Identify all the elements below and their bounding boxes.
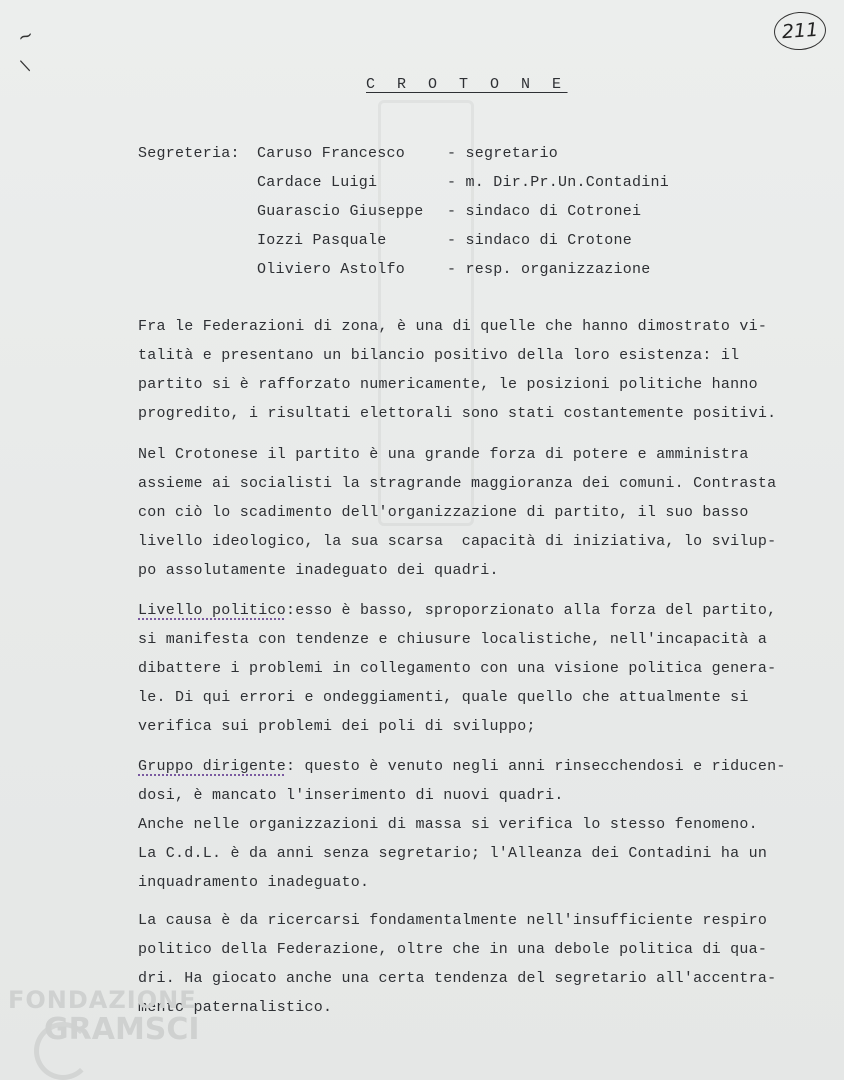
member-role: - sindaco di Cotronei (447, 203, 642, 220)
paragraph-line: La causa è da ricercarsi fondamentalmente nell'insufficiente respiro (138, 912, 768, 929)
paragraph-first-line (138, 758, 786, 775)
paragraph-line: Nel Crotonese il partito è una grande forza di potere e amministra (138, 446, 749, 463)
margin-mark-icon: / (15, 58, 35, 73)
paragraph-line: politico della Federazione, oltre che in una debole politica di qua- (138, 941, 768, 958)
paragraph-line: inquadramento inadeguato. (138, 874, 370, 891)
member-role: - m. Dir.Pr.Un.Contadini (447, 174, 670, 191)
margin-mark-icon: ~ (14, 24, 37, 49)
paragraph-line: assieme ai socialisti la stragrande maggioranza dei comuni. Contrasta (138, 475, 777, 492)
paragraph-first-line (138, 602, 776, 619)
secretariat-label: Segreteria: (138, 145, 240, 162)
member-name: Guarascio Giuseppe (257, 203, 424, 220)
paragraph-line: livello ideologico, la sua scarsa capacità di iniziativa, lo svilup- (138, 533, 777, 550)
paragraph-line: dri. Ha giocato anche una certa tendenza del segretario all'accentra- (138, 970, 777, 987)
paragraph-line: le. Di qui errori e ondeggiamenti, quale quello che attualmente si (138, 689, 749, 706)
page-number: 211 (773, 10, 828, 52)
section-heading: Livello politico (138, 602, 287, 619)
paragraph-line: talità e presentano un bilancio positivo della loro esistenza: il (138, 347, 740, 364)
paragraph-line: progredito, i risultati elettorali sono stati costantemente positivi. (138, 405, 777, 422)
page-title: C R O T O N E (366, 76, 568, 93)
member-role: - resp. organizzazione (447, 261, 651, 278)
paragraph-line: verifica sui problemi dei poli di sviluppo; (138, 718, 536, 735)
member-role: - sindaco di Crotone (447, 232, 633, 249)
paragraph-line: partito si è rafforzato numericamente, le posizioni politiche hanno (138, 376, 758, 393)
paragraph-line: Anche nelle organizzazioni di massa si verifica lo stesso fenomeno. (138, 816, 758, 833)
member-role: - segretario (447, 145, 559, 162)
paragraph-text: : questo è venuto negli anni rinsecchendosi e riducen- (286, 758, 786, 775)
paragraph-line: dibattere i problemi in collegamento con una visione politica genera- (138, 660, 777, 677)
member-name: Caruso Francesco (257, 145, 406, 162)
watermark-line: GRAMSCI (44, 1012, 200, 1047)
member-name: Cardace Luigi (257, 174, 378, 191)
member-name: Iozzi Pasquale (257, 232, 387, 249)
watermark (8, 986, 200, 1047)
paragraph-line: po assolutamente inadeguato dei quadri. (138, 562, 499, 579)
watermark-line: FONDAZIONE (8, 986, 197, 1014)
paragraph-line: con ciò lo scadimento dell'organizzazione di partito, il suo basso (138, 504, 749, 521)
paragraph-text: :esso è basso, sproporzionato alla forza del partito, (286, 602, 777, 619)
paragraph-line: Fra le Federazioni di zona, è una di quelle che hanno dimostrato vi- (138, 318, 768, 335)
paragraph-line: si manifesta con tendenze e chiusure localistiche, nell'incapacità a (138, 631, 768, 648)
paragraph-line: mento paternalistico. (138, 999, 333, 1016)
section-heading: Gruppo dirigente (138, 758, 287, 775)
member-name: Oliviero Astolfo (257, 261, 406, 278)
paragraph-line: dosi, è mancato l'inserimento di nuovi quadri. (138, 787, 564, 804)
paragraph-line: La C.d.L. è da anni senza segretario; l'Alleanza dei Contadini ha un (138, 845, 768, 862)
